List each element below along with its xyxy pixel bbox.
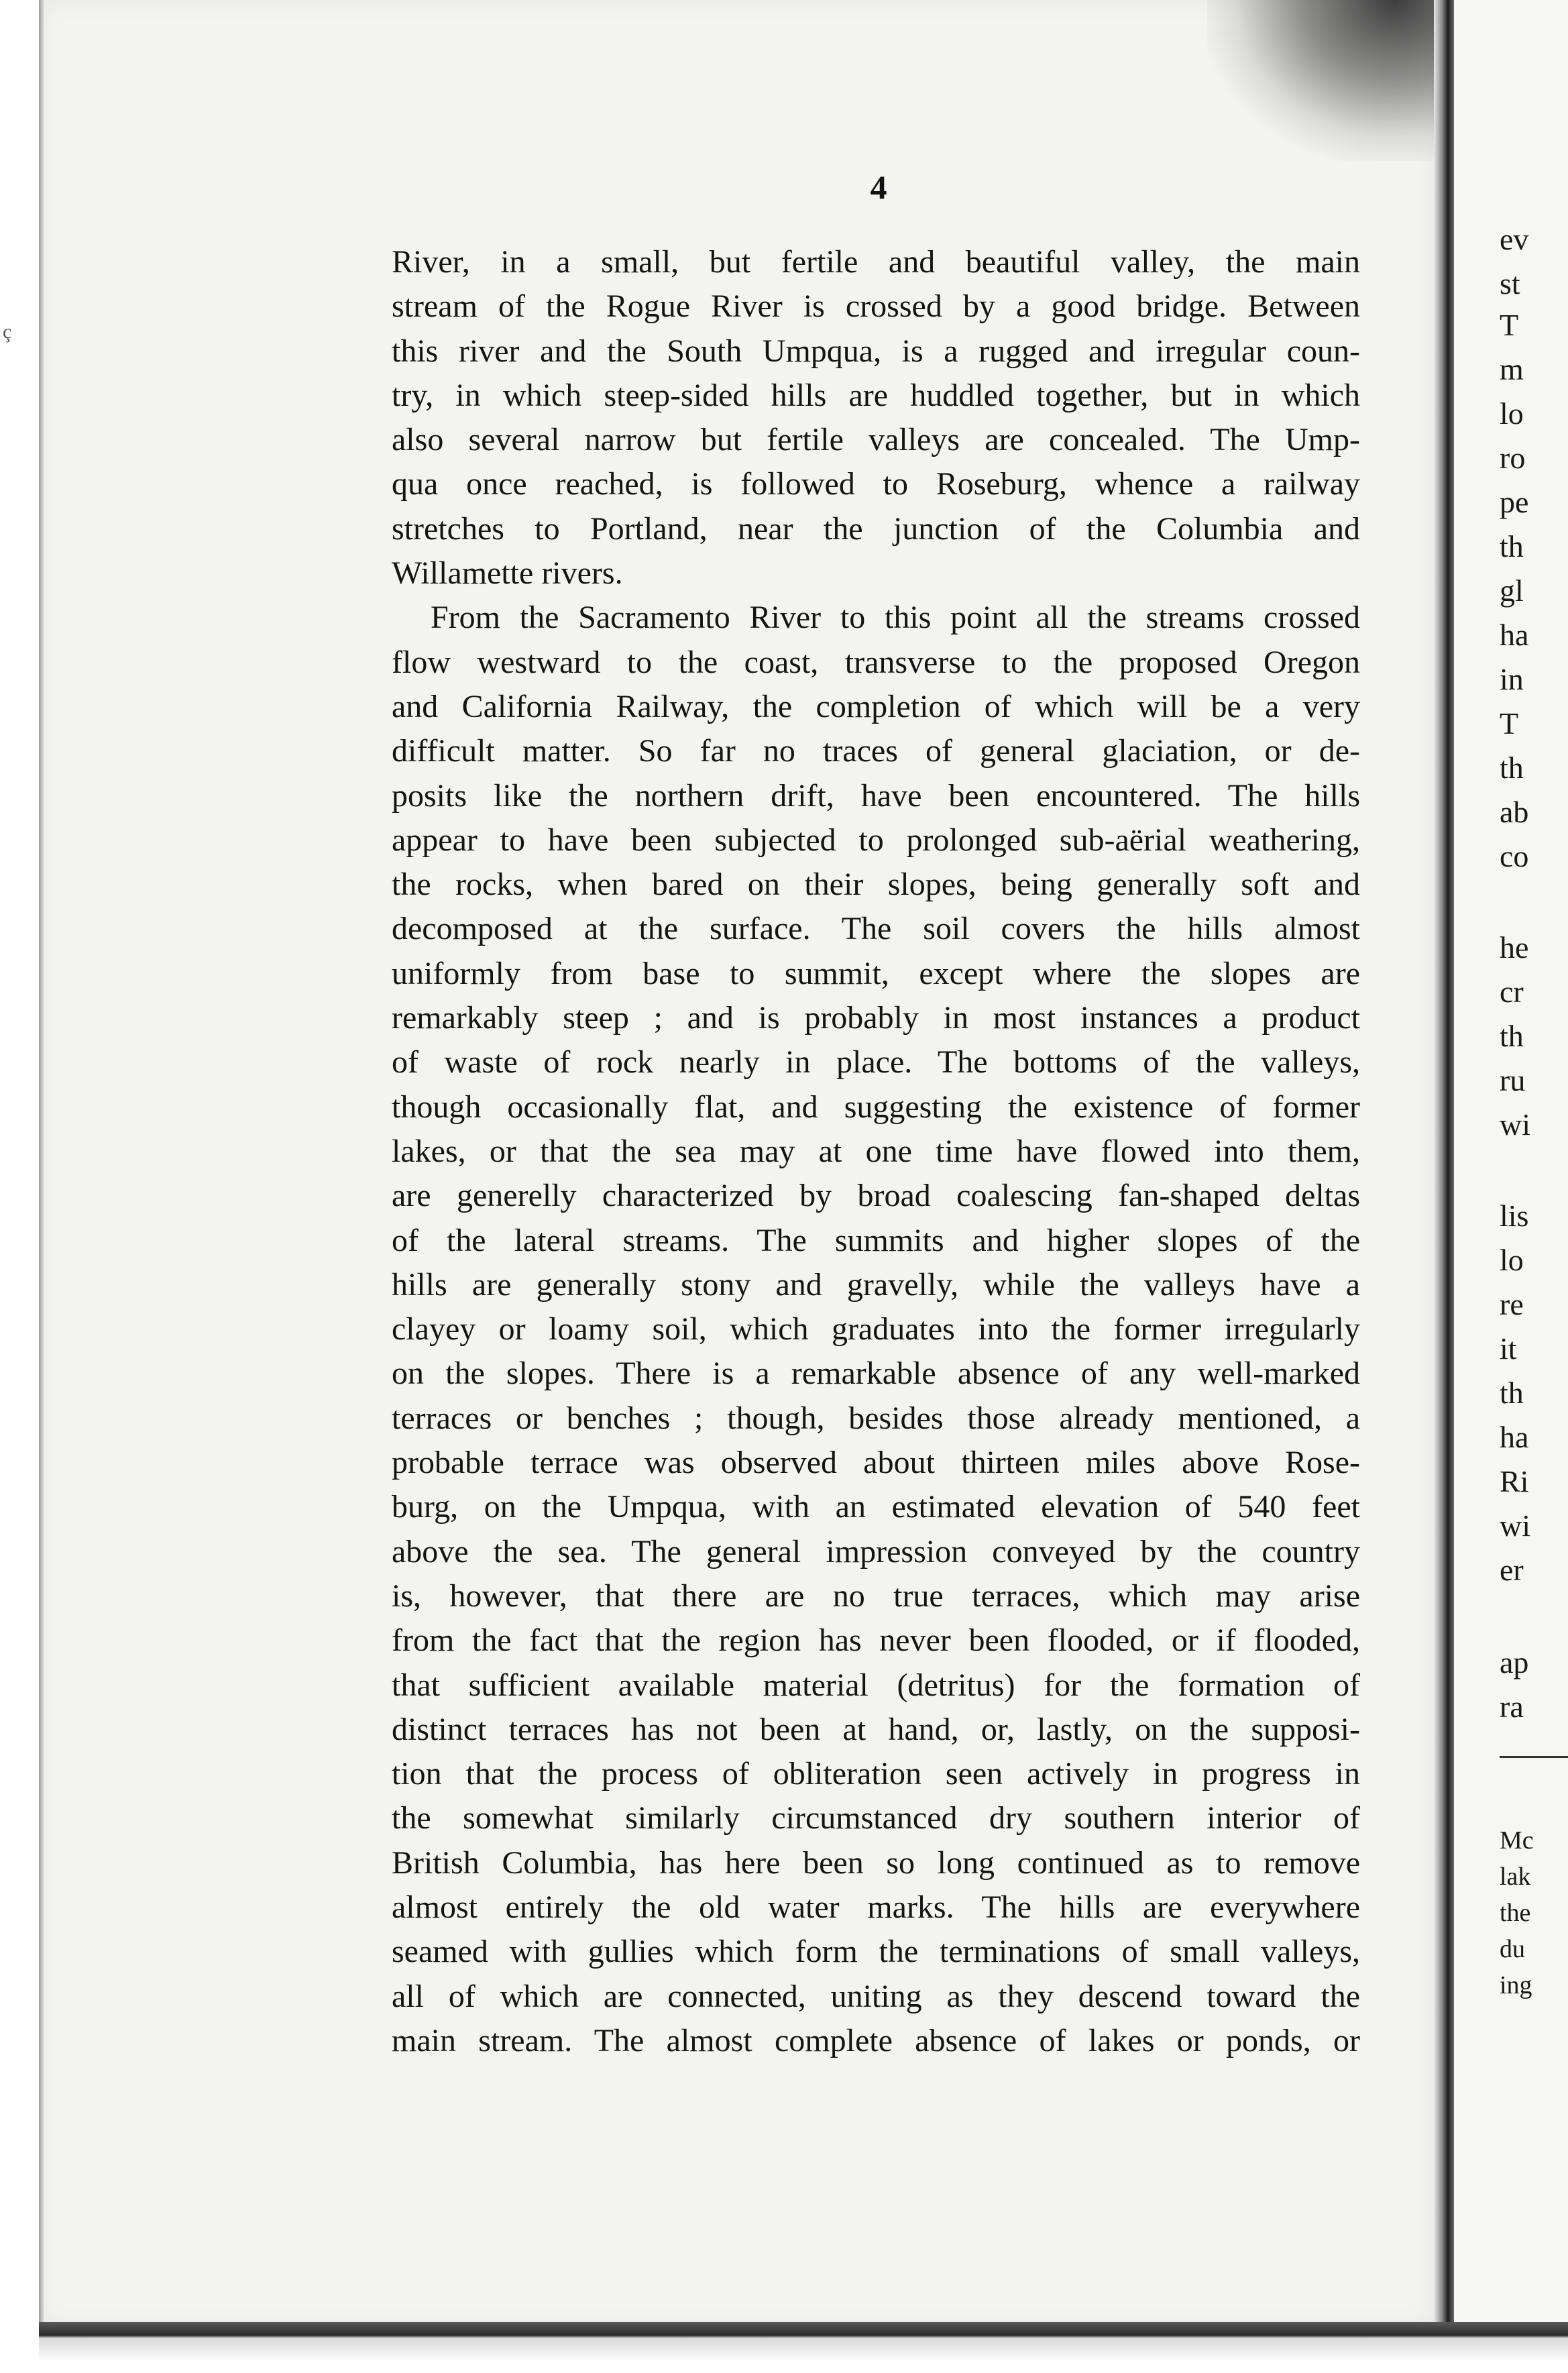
text-line: this river and the South Umpqua, is a rugged and irregular coun- [392,333,1360,369]
fragment: ha [1500,618,1529,652]
fragment: ro [1500,441,1526,475]
fragment: wi [1500,1508,1530,1543]
book-gutter [1434,0,1454,2334]
fragment: wi [1500,1107,1530,1142]
text-line: probable terrace was observed about thirteen miles above Rose- [392,1445,1360,1481]
fragment: T [1500,706,1519,740]
text-line: terraces or benches ; though, besides those already mentioned, a [392,1400,1360,1436]
text-line: stretches to Portland, near the junction of the Columbia and [392,510,1360,547]
fragment: T [1500,308,1519,342]
fragment: ab [1500,795,1529,829]
fragment: it [1500,1331,1517,1366]
fragment: lis [1500,1199,1529,1233]
text-line: Willamette rivers. [392,555,623,592]
text-line: From the Sacramento River to this point all the streams crossed [431,600,1360,636]
text-line: on the slopes. There is a remarkable absence of any well-marked [392,1356,1360,1392]
text-line: the somewhat similarly circumstanced dry southern interior of [392,1800,1360,1836]
page-bottom-shadow [39,2322,1568,2373]
fragment: ha [1500,1420,1529,1454]
text-line: decomposed at the surface. The soil covers the hills almost [392,911,1360,947]
text-line: is, however, that there are no true terraces, which may arise [392,1578,1360,1614]
text-line: that sufficient available material (detritus) for the formation of [392,1667,1360,1703]
text-line: also several narrow but fertile valleys are concealed. The Ump- [392,422,1360,458]
footnote-rule [1500,1756,1568,1758]
text-line: British Columbia, has here been so long continued as to remove [392,1844,1360,1881]
text-line: distinct terraces has not been at hand, or, lastly, on the supposi- [392,1711,1360,1747]
text-line: though occasionally flat, and suggesting the existence of former [392,1089,1360,1125]
text-line: main stream. The almost complete absence of lakes or ponds, or [392,2022,1360,2058]
text-line: almost entirely the old water marks. The hills are everywhere [392,1889,1360,1925]
fragment: Mc [1500,1826,1534,1855]
fragment: ru [1500,1063,1526,1097]
fragment: th [1500,751,1524,785]
text-line: lakes, or that the sea may at one time have flowed into them, [392,1133,1360,1169]
fragment: in [1500,662,1524,696]
fragment: ra [1500,1690,1524,1724]
text-line: remarkably steep ; and is probably in most instances a product [392,1000,1360,1036]
fragment: du [1500,1935,1525,1963]
text-line: the rocks, when bared on their slopes, being generally soft and [392,867,1360,903]
text-line: try, in which steep-sided hills are huddled together, but in which [392,377,1360,413]
fragment: th [1500,1019,1524,1053]
fragment: the [1500,1899,1531,1927]
fragment: lo [1500,1243,1524,1277]
fragment: ev [1500,222,1529,256]
text-line: above the sea. The general impression conveyed by the country [392,1533,1360,1569]
page-left-edge [39,0,44,2327]
fragment: he [1500,930,1529,964]
fragment: m [1500,352,1524,386]
text-line: of waste of rock nearly in place. The bottoms of the valleys, [392,1044,1360,1081]
text-line: of the lateral streams. The summits and higher slopes of the [392,1222,1360,1258]
fragment: pe [1500,485,1529,519]
text-line: are generelly characterized by broad coalescing fan-shaped deltas [392,1178,1360,1214]
text-line: stream of the Rogue River is crossed by a good bridge. Between [392,288,1360,325]
fragment: ing [1500,1971,1532,1999]
text-line: clayey or loamy soil, which graduates into the former irregularly [392,1311,1360,1347]
fragment: co [1500,839,1529,873]
fragment: gl [1500,573,1524,608]
text-line: River, in a small, but fertile and beautiful valley, the main [392,244,1360,280]
text-line: flow westward to the coast, transverse to the proposed Oregon [392,644,1360,680]
fragment: th [1500,529,1524,563]
text-line: all of which are connected, uniting as they descend toward the [392,1978,1360,2014]
next-page-fragments [1500,0,1568,2327]
fragment: st [1500,266,1520,300]
margin-mark: ç [3,321,12,343]
fragment: ap [1500,1645,1529,1679]
text-line: and California Railway, the completion of which will be a very [392,688,1360,724]
text-line: difficult matter. So far no traces of general glaciation, or de- [392,733,1360,769]
text-line: qua once reached, is followed to Roseburg, whence a railway [392,466,1360,502]
text-line: appear to have been subjected to prolonged sub-aërial weathering, [392,822,1360,858]
text-line: hills are generally stony and gravelly, while the valleys have a [392,1266,1360,1303]
text-line: from the fact that the region has never been flooded, or if flooded, [392,1622,1360,1659]
text-line: tion that the process of obliteration seen actively in progress in [392,1756,1360,1792]
fragment: lo [1500,396,1524,431]
text-line: posits like the northern drift, have been encountered. The hills [392,777,1360,814]
text-line: seamed with gullies which form the terminations of small valleys, [392,1934,1360,1970]
page-number: 4 [870,168,887,206]
text-line: uniformly from base to summit, except where the slopes are [392,955,1360,991]
body-text [392,240,1360,2063]
fragment: lak [1500,1863,1531,1891]
fragment: er [1500,1553,1524,1587]
fragment: Ri [1500,1464,1529,1498]
fragment: th [1500,1376,1524,1410]
text-line: burg, on the Umpqua, with an estimated elevation of 540 feet [392,1489,1360,1525]
fragment: re [1500,1287,1524,1321]
fragment: cr [1500,975,1524,1009]
